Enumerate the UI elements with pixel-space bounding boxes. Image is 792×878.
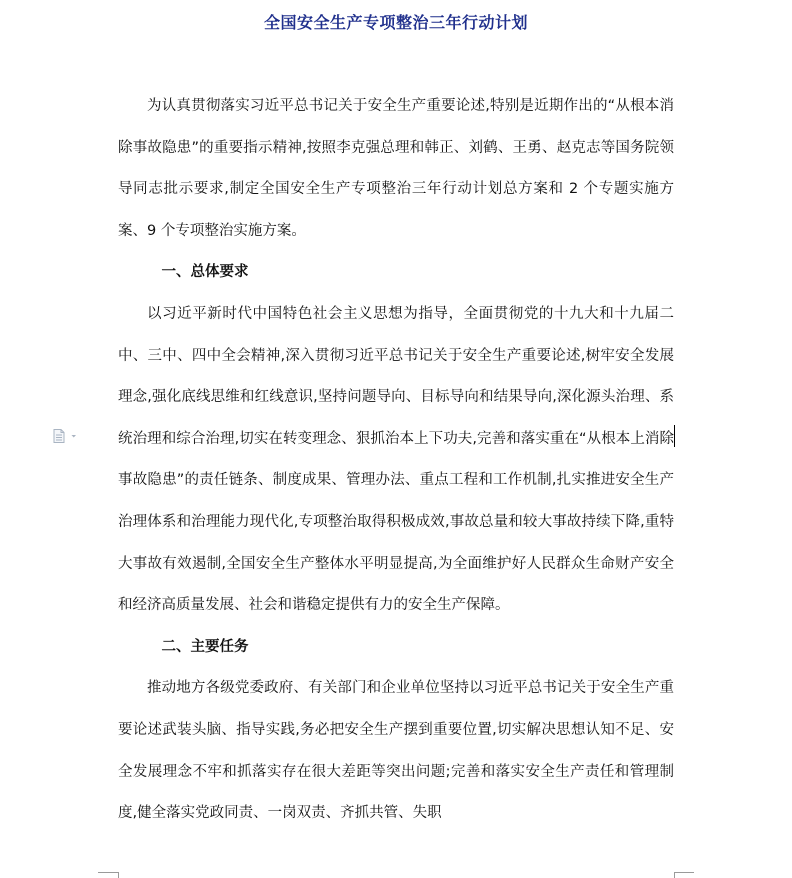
dropdown-arrow-icon: [72, 435, 77, 438]
crop-mark-bottom-left-v: [118, 872, 119, 878]
section-heading-general-requirements: 一、总体要求: [161, 264, 249, 281]
text-cursor: [674, 425, 675, 447]
document-page-icon: [54, 430, 64, 443]
intro-paragraph: 为认真贯彻落实习近平总书记关于安全生产重要论述,特别是近期作出的“从根本消除事故隐患”的重要指示精神,按照李克强总理和韩正、刘鹤、王勇、赵克志等国务院领导同志批示要求,制定全国安全生产专项整治三年行动计划总方案和 2 个专题实施方案、9 个专项整治实施方案。: [118, 98, 674, 239]
document-title: 全国安全生产专项整治三年行动计划: [263, 13, 528, 32]
crop-mark-bottom-right-v: [674, 872, 675, 878]
section-paragraph-general-requirements: 以习近平新时代中国特色社会主义思想为指导，全面贯彻党的十九大和十九届二中、三中、四中全会精神,深入贯彻习近平总书记关于安全生产重要论述,树牢安全发展理念,强化底线思维和红线意识,坚持问题导向、目标导向和结果导向,深化源头治理、系统治理和综合治理,切实在转变理念、狠抓治本上下功夫,完善和落实重在“从根本上消除事故隐患”的责任链条、制度成果、管理办法、重点工程和工作机制,扎实推进安全生产治理体系和治理能力现代化,专项整治取得积极成效,事故总量和较大事故持续下降,重特大事故有效遏制,全国安全生产整体水平明显提高,为全面维护好人民群众生命财产安全和经济高质量发展、社会和谐稳定提供有力的安全生产保障。: [118, 305, 674, 614]
paragraph-marker-icon[interactable]: [53, 429, 79, 443]
document-body[interactable]: [118, 86, 674, 835]
section-heading-main-tasks: 二、主要任务: [161, 638, 249, 655]
crop-mark-bottom-right-h: [674, 872, 694, 873]
section-paragraph-main-tasks: 推动地方各级党委政府、有关部门和企业单位坚持以习近平总书记关于安全生产重要论述武装头脑、指导实践,务必把安全生产摆到重要位置,切实解决思想认知不足、安全发展理念不牢和抓落实存在很大差距等突出问题;完善和落实安全生产责任和管理制度,健全落实党政同责、一岗双责、齐抓共管、失职: [118, 680, 674, 822]
crop-mark-bottom-left-h: [98, 872, 118, 873]
